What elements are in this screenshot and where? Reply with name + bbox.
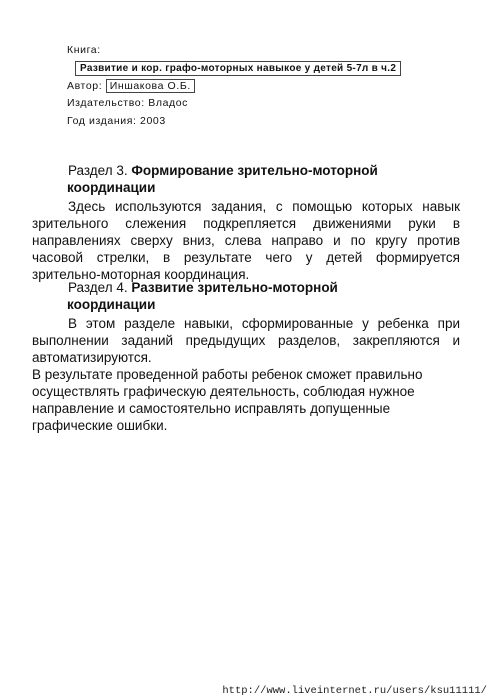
section-4-prefix: Раздел 4. [68, 280, 132, 295]
section-3-title: Формирование зрительно-моторной [131, 163, 378, 178]
section-3-body: Здесь используются задания, с помощью которых навык зрительного слежения подкрепляется движениями руки в направлениях сверху вниз, слева направо и по кругу против часовой стрелки, в результате чего у детей формируется зрительно-моторная координация. [32, 199, 460, 282]
source-url: http://www.liveinternet.ru/users/ksu11111/ [222, 685, 487, 697]
section-4-body: В этом разделе навыки, сформированные у ребенка при выполнении заданий предыдущих разделов, закрепляются и автоматизируются. [32, 316, 460, 365]
author-label: Автор: [67, 80, 103, 92]
year-line: Год издания: 2003 [67, 115, 166, 127]
section-3-heading [68, 162, 378, 179]
book-title: Развитие и кор. графо-моторных навыкое у детей 5-7л в ч.2 [75, 61, 401, 76]
section-4-title: Развитие зрительно-моторной [131, 280, 338, 295]
section-3-prefix: Раздел 3. [68, 163, 132, 178]
conclusion-paragraph: В результате проведенной работы ребенок сможет правильно осуществлять графическую деятельность, соблюдая нужное направление и самостоятельно исправлять допущенные графические ошибки. [32, 367, 423, 433]
section-3-title-cont: координации [67, 180, 156, 195]
author-line [67, 80, 195, 92]
section-4-title-cont: координации [67, 297, 156, 312]
publisher-line: Издательство: Владос [67, 97, 189, 109]
section-4-heading [68, 279, 338, 296]
book-label: Книга: [67, 44, 101, 56]
author-name: Иншакова О.Б. [106, 79, 195, 93]
